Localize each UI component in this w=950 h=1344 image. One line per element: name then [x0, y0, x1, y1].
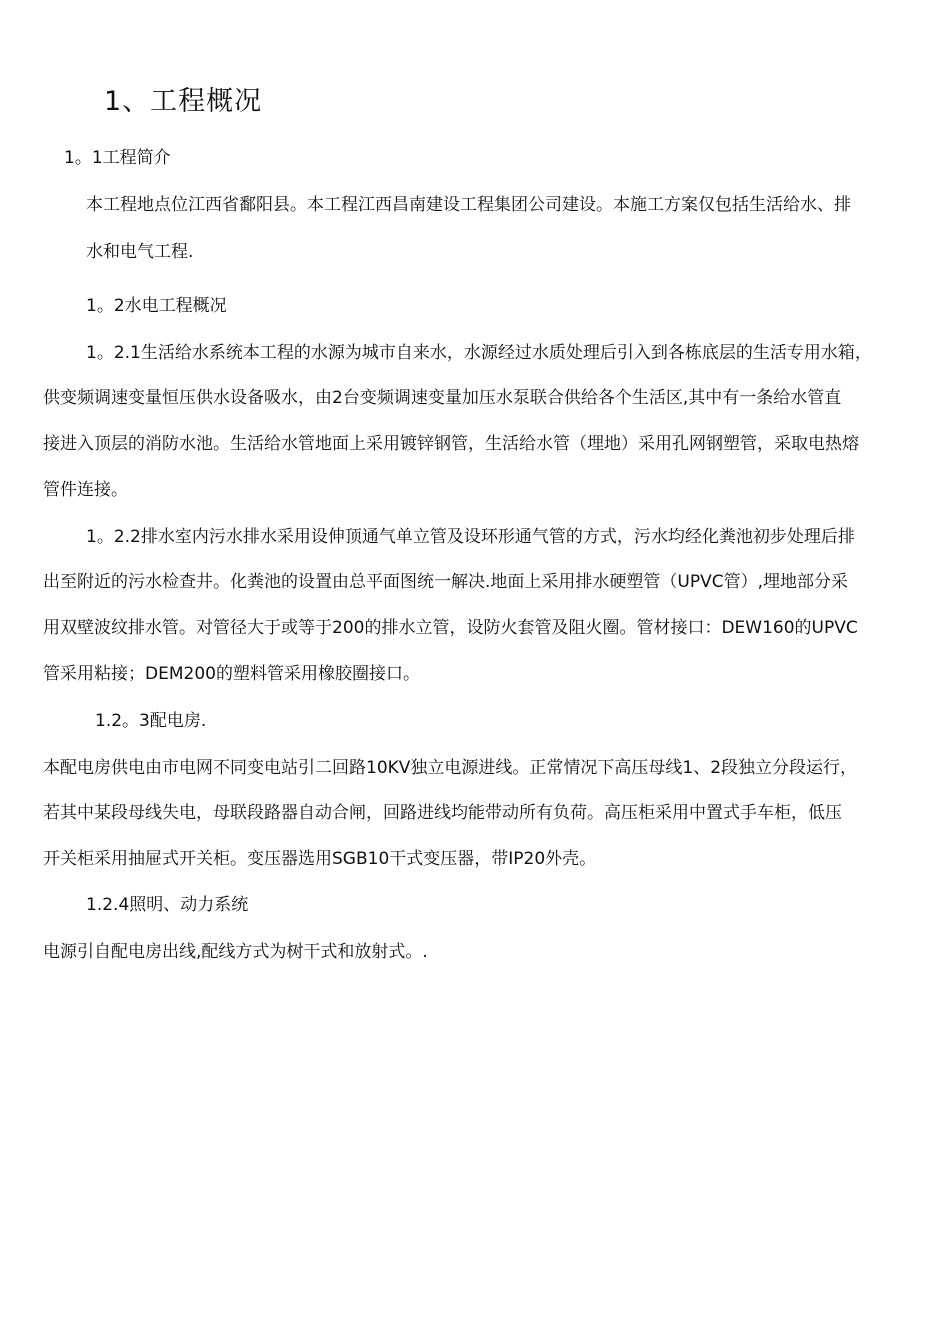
paragraph-line: 出至附近的污水检查井。化粪池的设置由总平面图统一解决.地面上采用排水硬塑管（UPVC管）,埋地部分采 — [43, 572, 848, 592]
subsection-heading-1-2-4: 1.2.4照明、动力系统 — [86, 895, 249, 915]
paragraph-line: 用双壁波纹排水管。对管径大于或等于200的排水立管，设防火套管及阻火圈。管材接口：DEW160的UPVC — [43, 618, 858, 638]
subsection-heading-1-2: 1。2水电工程概况 — [86, 296, 227, 316]
paragraph-line: 管采用粘接；DEM200的塑料管采用橡胶圈接口。 — [43, 664, 420, 684]
paragraph-line: 若其中某段母线失电，母联段路器自动合闸，回路进线均能带动所有负荷。高压柜采用中置式手车柜，低压 — [43, 803, 842, 823]
paragraph-line: 1。2.2排水室内污水排水采用设伸顶通气单立管及设环形通气管的方式，污水均经化粪池初步处理后排 — [86, 527, 855, 547]
subsection-heading-1-1: 1。1工程简介 — [64, 148, 171, 168]
paragraph-line: 本工程地点位江西省鄱阳县。本工程江西昌南建设工程集团公司建设。本施工方案仅包括生活给水、排 — [86, 195, 851, 215]
section-title: 1、工程概况 — [104, 86, 263, 117]
paragraph-line: 开关柜采用抽屉式开关柜。变压器选用SGB10干式变压器，带IP20外壳。 — [43, 849, 597, 869]
paragraph-line: 水和电气工程. — [86, 242, 194, 262]
paragraph-line: 1。2.1生活给水系统本工程的水源为城市自来水，水源经过水质处理后引入到各栋底层的生活专用水箱， — [86, 343, 872, 363]
subsection-heading-1-2-3: 1.2。3配电房. — [95, 711, 207, 731]
paragraph-line: 供变频调速变量恒压供水设备吸水，由2台变频调速变量加压水泵联合供给各个生活区,其中有一条给水管直 — [43, 388, 842, 408]
paragraph-line: 电源引自配电房出线,配线方式为树干式和放射式。. — [43, 942, 428, 962]
paragraph-line: 本配电房供电由市电网不同变电站引二回路10KV独立电源进线。正常情况下高压母线1、2段独立分段运行， — [43, 758, 858, 778]
paragraph-line: 管件连接。 — [43, 480, 128, 500]
paragraph-line: 接进入顶层的消防水池。生活给水管地面上采用镀锌钢管，生活给水管（埋地）采用孔网钢塑管，采取电热熔 — [43, 434, 859, 454]
